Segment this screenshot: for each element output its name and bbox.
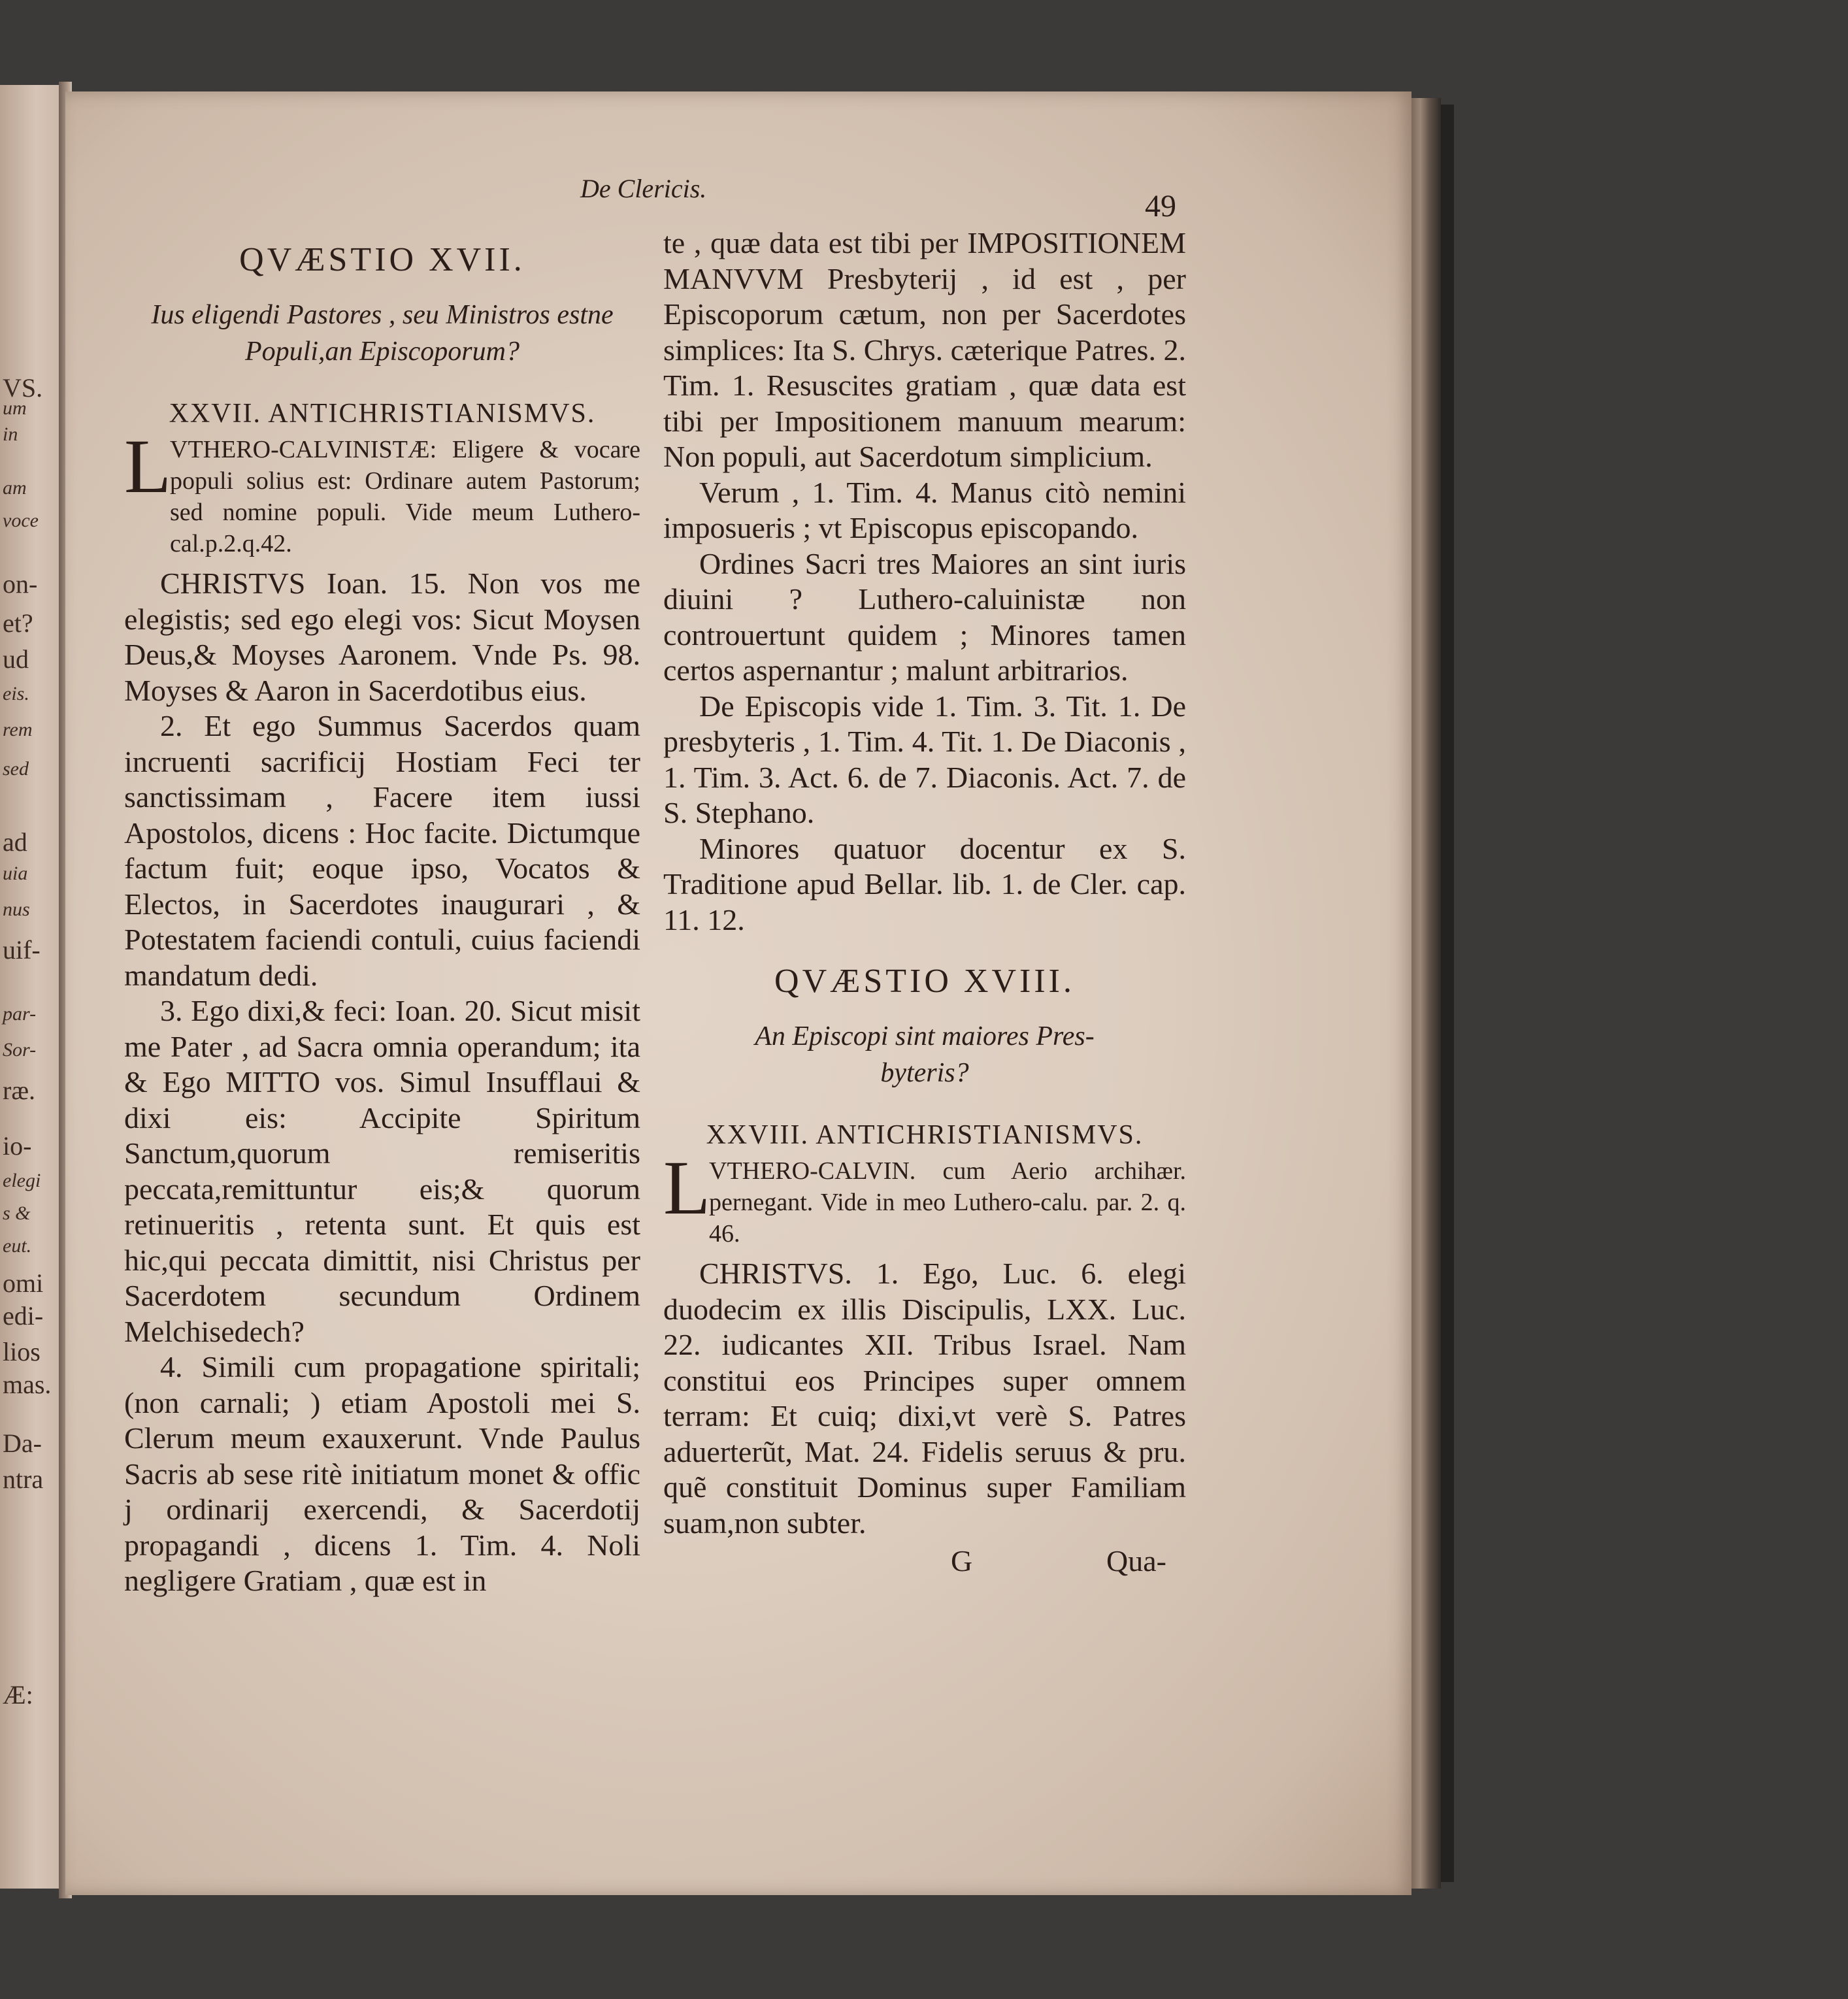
facing-page-edge [0, 85, 65, 1889]
question-subtitle [124, 297, 640, 370]
facing-page-fragment: voce [3, 510, 39, 531]
right-column [663, 225, 1186, 1580]
facing-page-fragment: par- [3, 1003, 37, 1025]
facing-page-fragment: ntra [3, 1464, 44, 1494]
page-block-edge [1411, 98, 1441, 1889]
body-paragraph: De Episcopis vide 1. Tim. 3. Tit. 1. De presbyteris , 1. Tim. 4. Tit. 1. De Diaconis , 1. Tim. 3. Act. 6. de 7. Diaconis. Act. 7. de S. Stephano. [663, 689, 1186, 829]
body-paragraph: CHRISTVS. 1. Ego, Luc. 6. elegi duodecim ex illis Discipulis, LXX. Luc. 22. iudicantes XII. Tribus Israel. Nam constitui eos Principes super omnem terram: Et cuiq; dixi,vt verè S. Patres aduerterũt, Mat. 24. Fidelis seruus & pru. quẽ constituit Dominus super Familiam suam,non subter. [663, 1257, 1186, 1540]
facing-page-fragment: VS. [3, 373, 43, 403]
question-title: QVÆSTIO XVIII. [774, 963, 1075, 1000]
running-head: De Clericis. [580, 174, 707, 203]
facing-page-fragment: ud [3, 644, 29, 674]
facing-page-fragment: uif- [3, 935, 41, 965]
facing-page-fragment: sed [3, 758, 29, 780]
body-paragraph: 4. Simili cum propagatione spiritali; (non carnali; ) etiam Apostoli mei S. Clerum meum exauxerunt. Vnde Paulus Sacris ab sese ritè initiatum monet & offic j ordinarij exercendi, & Sacerdotij propagandi , dicens 1. Tim. 4. Noli negligere Gratiam , quæ est in [124, 1350, 640, 1597]
drop-cap: L [663, 1145, 711, 1231]
facing-page-fragment: uia [3, 863, 28, 884]
body-paragraph: Ordines Sacri tres Maiores an sint iuris diuini ? Luthero-caluinistæ non controuertunt quidem ; Minores tamen certos aspernantur ; malunt arbitrarios. [663, 546, 1186, 687]
luthero-calvinist-paragraph [124, 423, 640, 559]
body-paragraph: te , quæ data est tibi per IMPOSITIONEM MANVVM Presbyterij , id est , per Episcoporum cætum, non per Sacerdotes simplices: Ita S. Chrys. cæterique Patres. 2. Tim. 1. Resuscites gratiam , quæ data est tibi per Impositionem manuum mearum: Non populi, aut Sacerdotum simplicium. [663, 226, 1186, 473]
facing-page-fragment: s & [3, 1202, 31, 1224]
facing-page-fragment: mas. [3, 1370, 52, 1399]
facing-page-fragment: omi [3, 1268, 44, 1298]
question-subtitle-line: Ius eligendi Pastores , seu Ministros estne [151, 299, 614, 330]
luthero-calvinist-paragraph [663, 1145, 1186, 1249]
facing-page-fragment: Sor- [3, 1039, 37, 1061]
facing-page-fragment: in [3, 423, 18, 445]
luthero-text: VTHERO-CALVINISTÆ: Eligere & vocare populi solius est: Ordinare autem Pastorum; sed nomine populi. Vide meum Luthero-cal.p.2.q.42. [170, 436, 640, 557]
question-subtitle [663, 1018, 1186, 1091]
body-paragraph: 3. Ego dixi,& feci: Ioan. 20. Sicut misit me Pater , ad Sacra omnia operandum; ita & Ego MITTO vos. Simul Insufflaui & dixi eis: Accipite Spiritum Sanctum,quorum remiseritis peccata,remittuntur eis;& quorum retinueritis , retenta sunt. Et quis est hic,qui peccata dimittit, nisi Christus per Sacerdotem secundum Ordinem Melchisedech? [124, 994, 640, 1348]
body-paragraph: Minores quatuor docentur ex S. Traditione apud Bellar. lib. 1. de Cler. cap. 11. 12. [663, 831, 1186, 936]
book-cover-edge [1441, 105, 1454, 1882]
page-number: 49 [1145, 189, 1176, 223]
facing-page-fragment: lios [3, 1337, 41, 1366]
facing-page-fragment: edi- [3, 1301, 44, 1330]
body-paragraph: Verum , 1. Tim. 4. Manus citò nemini imposueris ; vt Episcopus episcopando. [663, 475, 1186, 544]
question-subtitle-line: Populi,an Episcoporum? [245, 336, 520, 367]
facing-page-fragment: um [3, 397, 27, 419]
facing-page-fragment: ræ. [3, 1076, 35, 1105]
page-footer-line [663, 1541, 1186, 1580]
facing-page-fragment: elegi [3, 1170, 41, 1191]
question-subtitle-line: byteris? [880, 1057, 969, 1088]
body-paragraph: CHRISTVS Ioan. 15. Non vos me elegistis; sed ego elegi vos: Sicut Moysen Deus,& Moyses Aaronem. Vnde Ps. 98. Moyses & Aaron in Sacerdotibus eius. [124, 567, 640, 707]
facing-page-fragment: Æ: [3, 1680, 33, 1710]
facing-page-fragment: eut. [3, 1235, 32, 1257]
question-title: QVÆSTIO XVII. [239, 241, 525, 278]
signature-mark: G [951, 1544, 973, 1578]
facing-page-fragment: nus [3, 899, 30, 920]
luthero-text: VTHERO-CALVIN. cum Aerio archihær. pernegant. Vide in meo Luthero-calu. par. 2. q. 46. [709, 1157, 1186, 1247]
antichristianismus-heading: XXVIII. ANTICHRISTIANISMVS. [706, 1119, 1144, 1150]
facing-page-fragment: on- [3, 569, 38, 599]
facing-page-fragment: rem [3, 719, 33, 740]
catchword: Qua- [1106, 1544, 1166, 1578]
facing-page-fragment: am [3, 477, 27, 499]
facing-page-fragment: et? [3, 608, 33, 638]
left-column [124, 225, 640, 1599]
facing-page-fragment: ad [3, 827, 27, 857]
antichristianismus-heading: XXVII. ANTICHRISTIANISMVS. [169, 398, 596, 429]
facing-page-fragment: eis. [3, 683, 29, 704]
body-paragraph: 2. Et ego Summus Sacerdos quam incruenti sacrificij Hostiam Feci ter sanctissimam , Facere item iussi Apostolos, dicens : Hoc facite. Dictumque factum fuit; eoque ipso, Vocatos & Electos, in Sacerdotes inaugurari , & Potestatem faciendi contuli, cuius faciendi mandatum dedi. [124, 709, 640, 992]
facing-page-fragment: Da- [3, 1429, 42, 1458]
question-subtitle-line: An Episcopi sint maiores Pres- [755, 1021, 1095, 1051]
facing-page-fragment: io- [3, 1131, 32, 1161]
drop-cap: L [124, 423, 172, 509]
